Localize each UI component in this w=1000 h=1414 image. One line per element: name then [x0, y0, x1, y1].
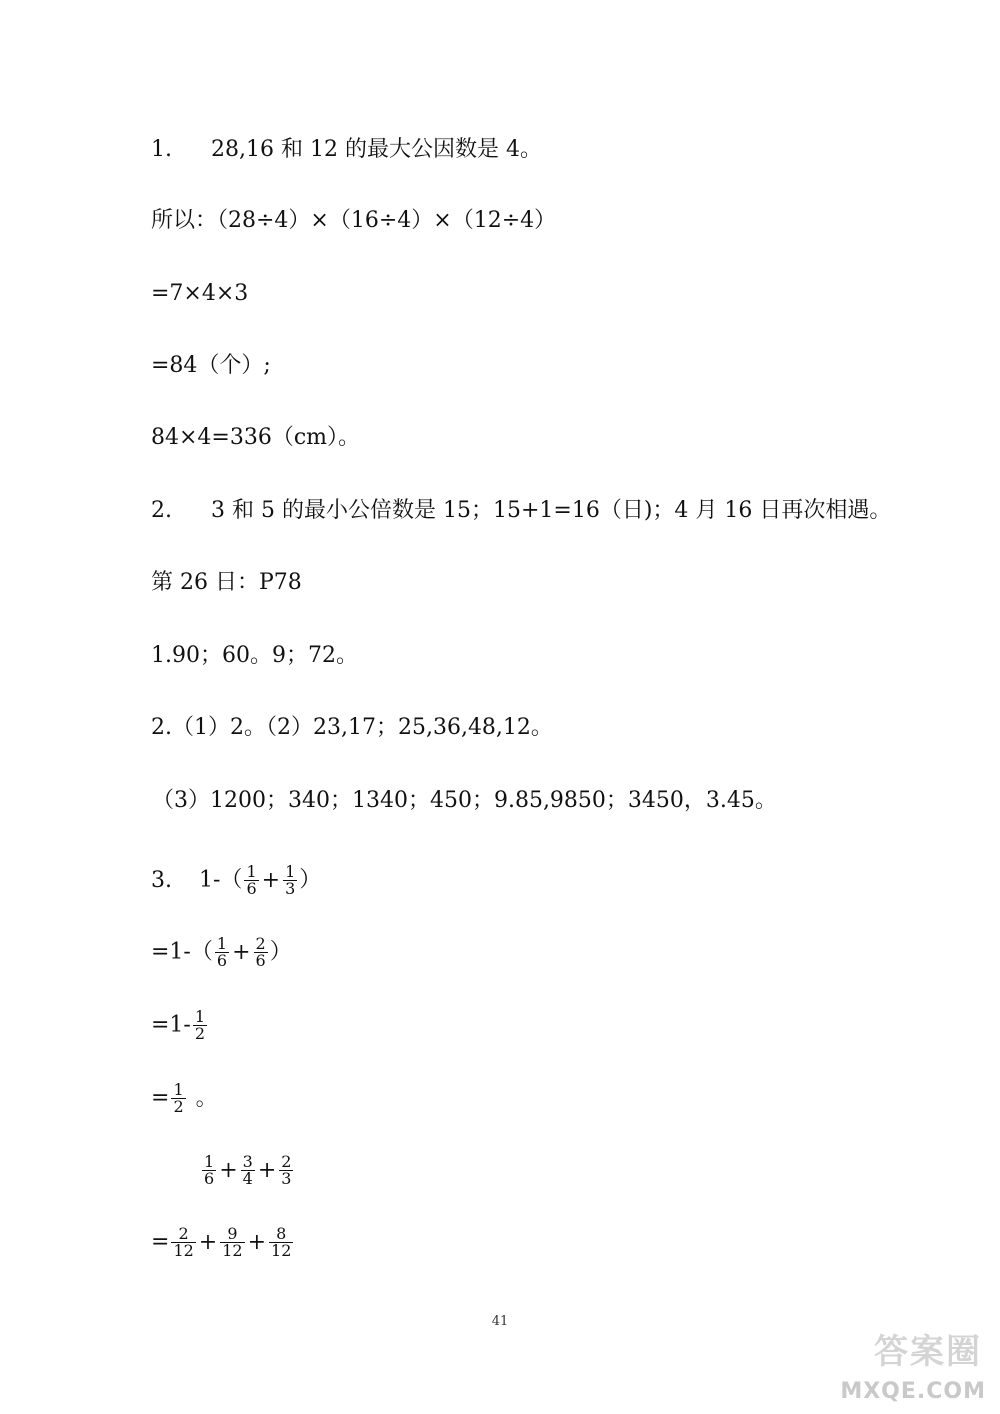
fraction: [283, 864, 297, 897]
answer-line-6: [151, 497, 891, 525]
fraction: [254, 936, 268, 969]
line-text: 84×4=336（cm）。: [151, 425, 361, 450]
watermark-logo: [840, 1322, 990, 1408]
numerator: 2: [255, 934, 266, 953]
answer-line-10: [152, 787, 777, 815]
expr-text: 。: [195, 1085, 218, 1111]
denominator: 12: [173, 1241, 194, 1260]
denominator: 12: [222, 1241, 243, 1260]
fraction: [171, 1226, 195, 1259]
fraction: [241, 1154, 255, 1187]
expr-text: =: [151, 1085, 170, 1111]
line-text: 3 和 5 的最小公倍数是 15；15+1=16（日)；4 月 16 日再次相遇。: [211, 498, 892, 523]
expr-text: =: [151, 1229, 170, 1255]
denominator: 4: [242, 1169, 253, 1188]
fraction: [244, 864, 258, 897]
math-line-4: [151, 1082, 218, 1115]
line-text: 第 26 日：P78: [151, 570, 302, 595]
item-number: 3.: [151, 867, 172, 893]
numerator: 8: [276, 1224, 287, 1243]
denominator: 2: [173, 1097, 184, 1116]
answer-line-9: [151, 714, 553, 742]
answer-line-8: [151, 642, 358, 670]
line-text: =84（个）;: [151, 353, 271, 378]
line-text: 2.（1）2。（2）23,17；25,36,48,12。: [151, 715, 553, 740]
fraction: [202, 1154, 216, 1187]
expr-text: ）: [299, 867, 322, 893]
fraction: [269, 1226, 293, 1259]
numerator: 1: [216, 934, 228, 953]
math-line-6: [151, 1226, 295, 1259]
fraction: [215, 936, 229, 969]
denominator: 12: [271, 1241, 292, 1260]
numerator: 3: [242, 1152, 253, 1171]
numerator: 1: [246, 862, 257, 881]
numerator: 1: [173, 1080, 184, 1099]
math-line-2: [151, 936, 292, 969]
expr-text: 1-（: [199, 867, 243, 893]
answer-line-5: [151, 424, 360, 452]
expr-text: =1-（: [151, 939, 213, 965]
expr-text: ）: [269, 939, 292, 965]
item-number: 2.: [151, 498, 172, 523]
denominator: 2: [194, 1024, 206, 1043]
answer-line-4: [151, 352, 271, 380]
denominator: 6: [204, 1169, 215, 1188]
answer-line-3: [151, 280, 248, 308]
answer-line-1: [151, 136, 542, 164]
fraction: [279, 1154, 293, 1187]
denominator: 3: [285, 879, 296, 898]
plus-sign: +: [247, 1229, 267, 1255]
line-text: 所以：（28÷4）×（16÷4）×（12÷4）: [151, 208, 557, 233]
denominator: 6: [216, 951, 228, 970]
numerator: 1: [204, 1152, 215, 1171]
fraction: [220, 1226, 244, 1259]
numerator: 2: [281, 1152, 292, 1171]
plus-sign: +: [219, 1157, 238, 1183]
denominator: 3: [281, 1169, 292, 1188]
math-line-5: [200, 1154, 295, 1187]
plus-sign: +: [198, 1229, 218, 1255]
fraction: [193, 1009, 207, 1042]
math-line-3: [151, 1009, 209, 1042]
numerator: 1: [285, 862, 296, 881]
watermark-title: 答案圈: [874, 1332, 982, 1372]
denominator: 6: [255, 951, 266, 970]
plus-sign: +: [257, 1157, 277, 1183]
watermark-url: MXQE.COM: [840, 1379, 986, 1404]
answer-line-2: [151, 207, 556, 235]
numerator: 2: [178, 1224, 189, 1243]
denominator: 6: [246, 879, 257, 898]
numerator: 9: [227, 1224, 238, 1243]
section-heading: [151, 569, 302, 597]
plus-sign: +: [232, 939, 251, 965]
page-number: 41: [491, 1314, 509, 1329]
plus-sign: +: [261, 867, 281, 893]
line-text: （3）1200；340；1340；450；9.85,9850；3450，3.45。: [152, 788, 777, 813]
expr-text: =1-: [151, 1012, 191, 1038]
fraction: [171, 1082, 185, 1115]
numerator: 1: [194, 1007, 206, 1026]
math-line-1: [151, 864, 321, 897]
line-text: 1.90；60。9；72。: [151, 643, 358, 668]
item-number: 1.: [151, 137, 172, 162]
line-text: 28,16 和 12 的最大公因数是 4。: [211, 137, 542, 162]
line-text: =7×4×3: [151, 281, 249, 306]
